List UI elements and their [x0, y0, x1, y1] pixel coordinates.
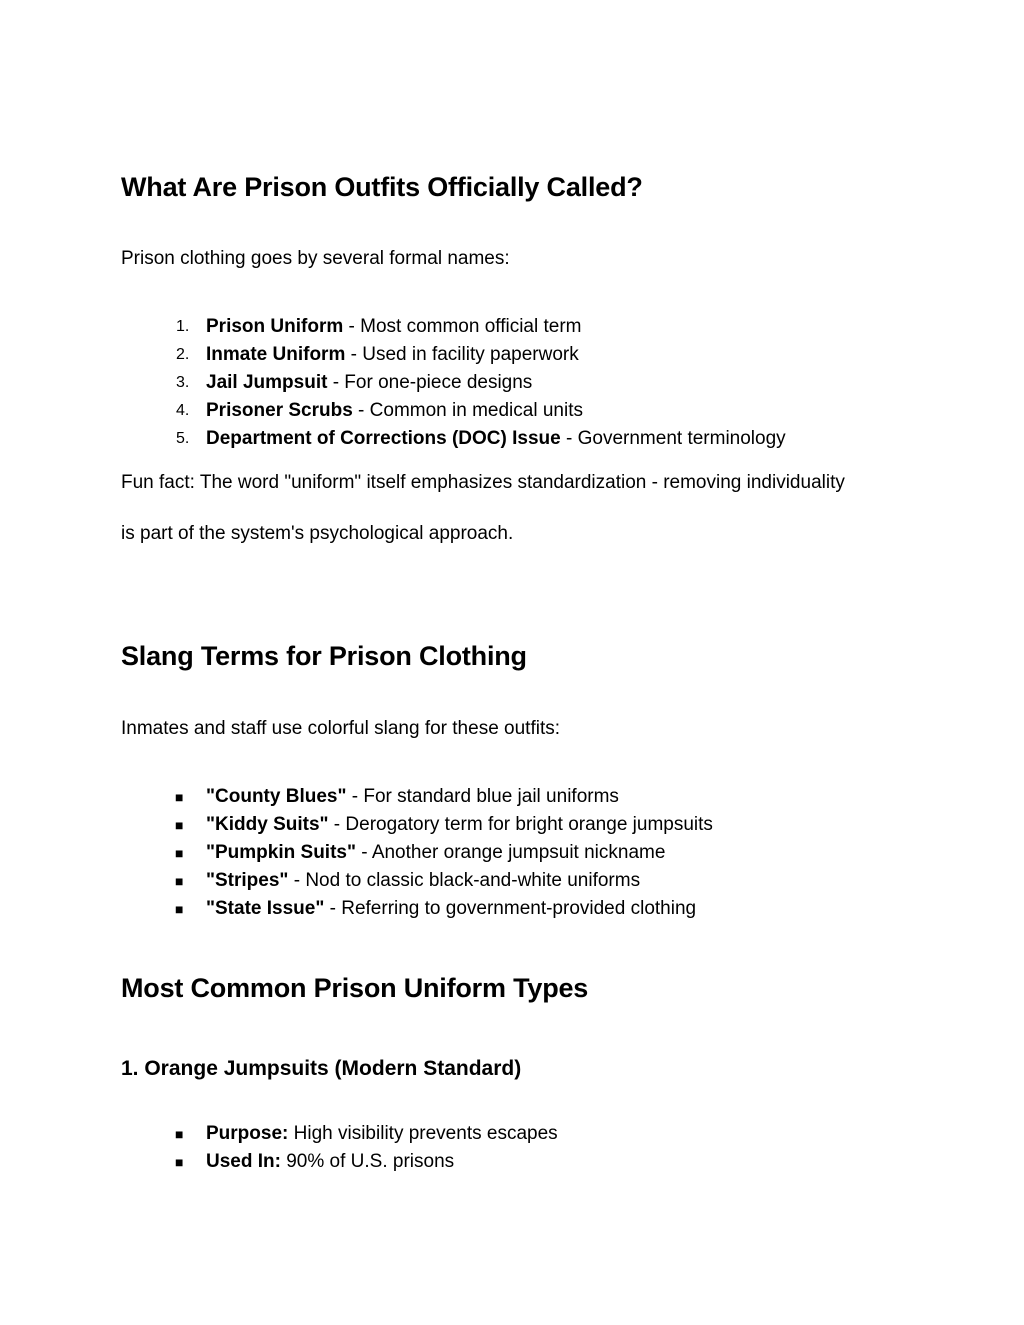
term-label: Prisoner Scrubs [206, 400, 353, 421]
list-item [121, 1120, 558, 1148]
list-number: 5. [176, 430, 190, 447]
term-label: "State Issue" [206, 898, 325, 919]
subheading-orange-jumpsuits: 1. Orange Jumpsuits (Modern Standard) [121, 1057, 522, 1080]
term-label: "Pumpkin Suits" [206, 842, 356, 863]
term-label: Inmate Uniform [206, 344, 346, 365]
slang-terms-list [121, 783, 713, 923]
term-label: "Kiddy Suits" [206, 814, 329, 835]
term-description: - For standard blue jail uniforms [346, 786, 619, 807]
term-label: Department of Corrections (DOC) Issue [206, 428, 561, 449]
list-item [121, 895, 713, 923]
term-description: High visibility prevents escapes [288, 1123, 558, 1144]
bullet-square-icon: ■ [175, 1154, 184, 1170]
term-description: - Government terminology [560, 428, 786, 449]
list-number: 2. [176, 346, 190, 363]
list-number: 3. [176, 374, 190, 391]
list-item [121, 341, 786, 369]
bullet-square-icon: ■ [175, 873, 184, 889]
list-item [121, 783, 713, 811]
term-label: Used In: [206, 1151, 281, 1172]
list-item [121, 811, 713, 839]
bullet-square-icon: ■ [175, 845, 184, 861]
list-item [121, 839, 713, 867]
list-item [121, 1148, 558, 1176]
term-description: 90% of U.S. prisons [280, 1151, 455, 1172]
section-heading-official-names: What Are Prison Outfits Officially Called? [121, 172, 643, 202]
list-item [121, 867, 713, 895]
bullet-square-icon: ■ [175, 789, 184, 805]
term-label: Purpose: [206, 1123, 289, 1144]
list-number: 1. [176, 318, 190, 335]
term-label: "Stripes" [206, 870, 289, 891]
term-label: Jail Jumpsuit [206, 372, 328, 393]
term-description: - Most common official term [343, 316, 582, 337]
slang-terms-intro: Inmates and staff use colorful slang for these outfits: [121, 718, 561, 739]
list-item [121, 425, 786, 453]
list-item [121, 313, 786, 341]
bullet-square-icon: ■ [175, 817, 184, 833]
list-number: 4. [176, 402, 190, 419]
term-description: - Used in facility paperwork [345, 344, 579, 365]
section-heading-slang-terms: Slang Terms for Prison Clothing [121, 641, 527, 671]
term-description: - Nod to classic black-and-white uniforms [288, 870, 641, 891]
fun-fact-line-2: is part of the system's psychological approach. [121, 523, 514, 544]
bullet-square-icon: ■ [175, 901, 184, 917]
official-names-list [121, 313, 786, 453]
orange-jumpsuits-list [121, 1120, 558, 1176]
term-description: - Referring to government-provided clothing [324, 898, 697, 919]
list-item [121, 369, 786, 397]
term-label: "County Blues" [206, 786, 347, 807]
list-item [121, 397, 786, 425]
fun-fact-line-1: Fun fact: The word "uniform" itself emphasizes standardization - removing individuality [121, 472, 845, 493]
official-names-intro: Prison clothing goes by several formal names: [121, 248, 510, 269]
section-heading-uniform-types: Most Common Prison Uniform Types [121, 973, 589, 1003]
term-description: - For one-piece designs [327, 372, 533, 393]
term-description: - Derogatory term for bright orange jumpsuits [328, 814, 713, 835]
term-label: Prison Uniform [206, 316, 344, 337]
bullet-square-icon: ■ [175, 1126, 184, 1142]
term-description: - Common in medical units [352, 400, 583, 421]
term-description: - Another orange jumpsuit nickname [355, 842, 666, 863]
